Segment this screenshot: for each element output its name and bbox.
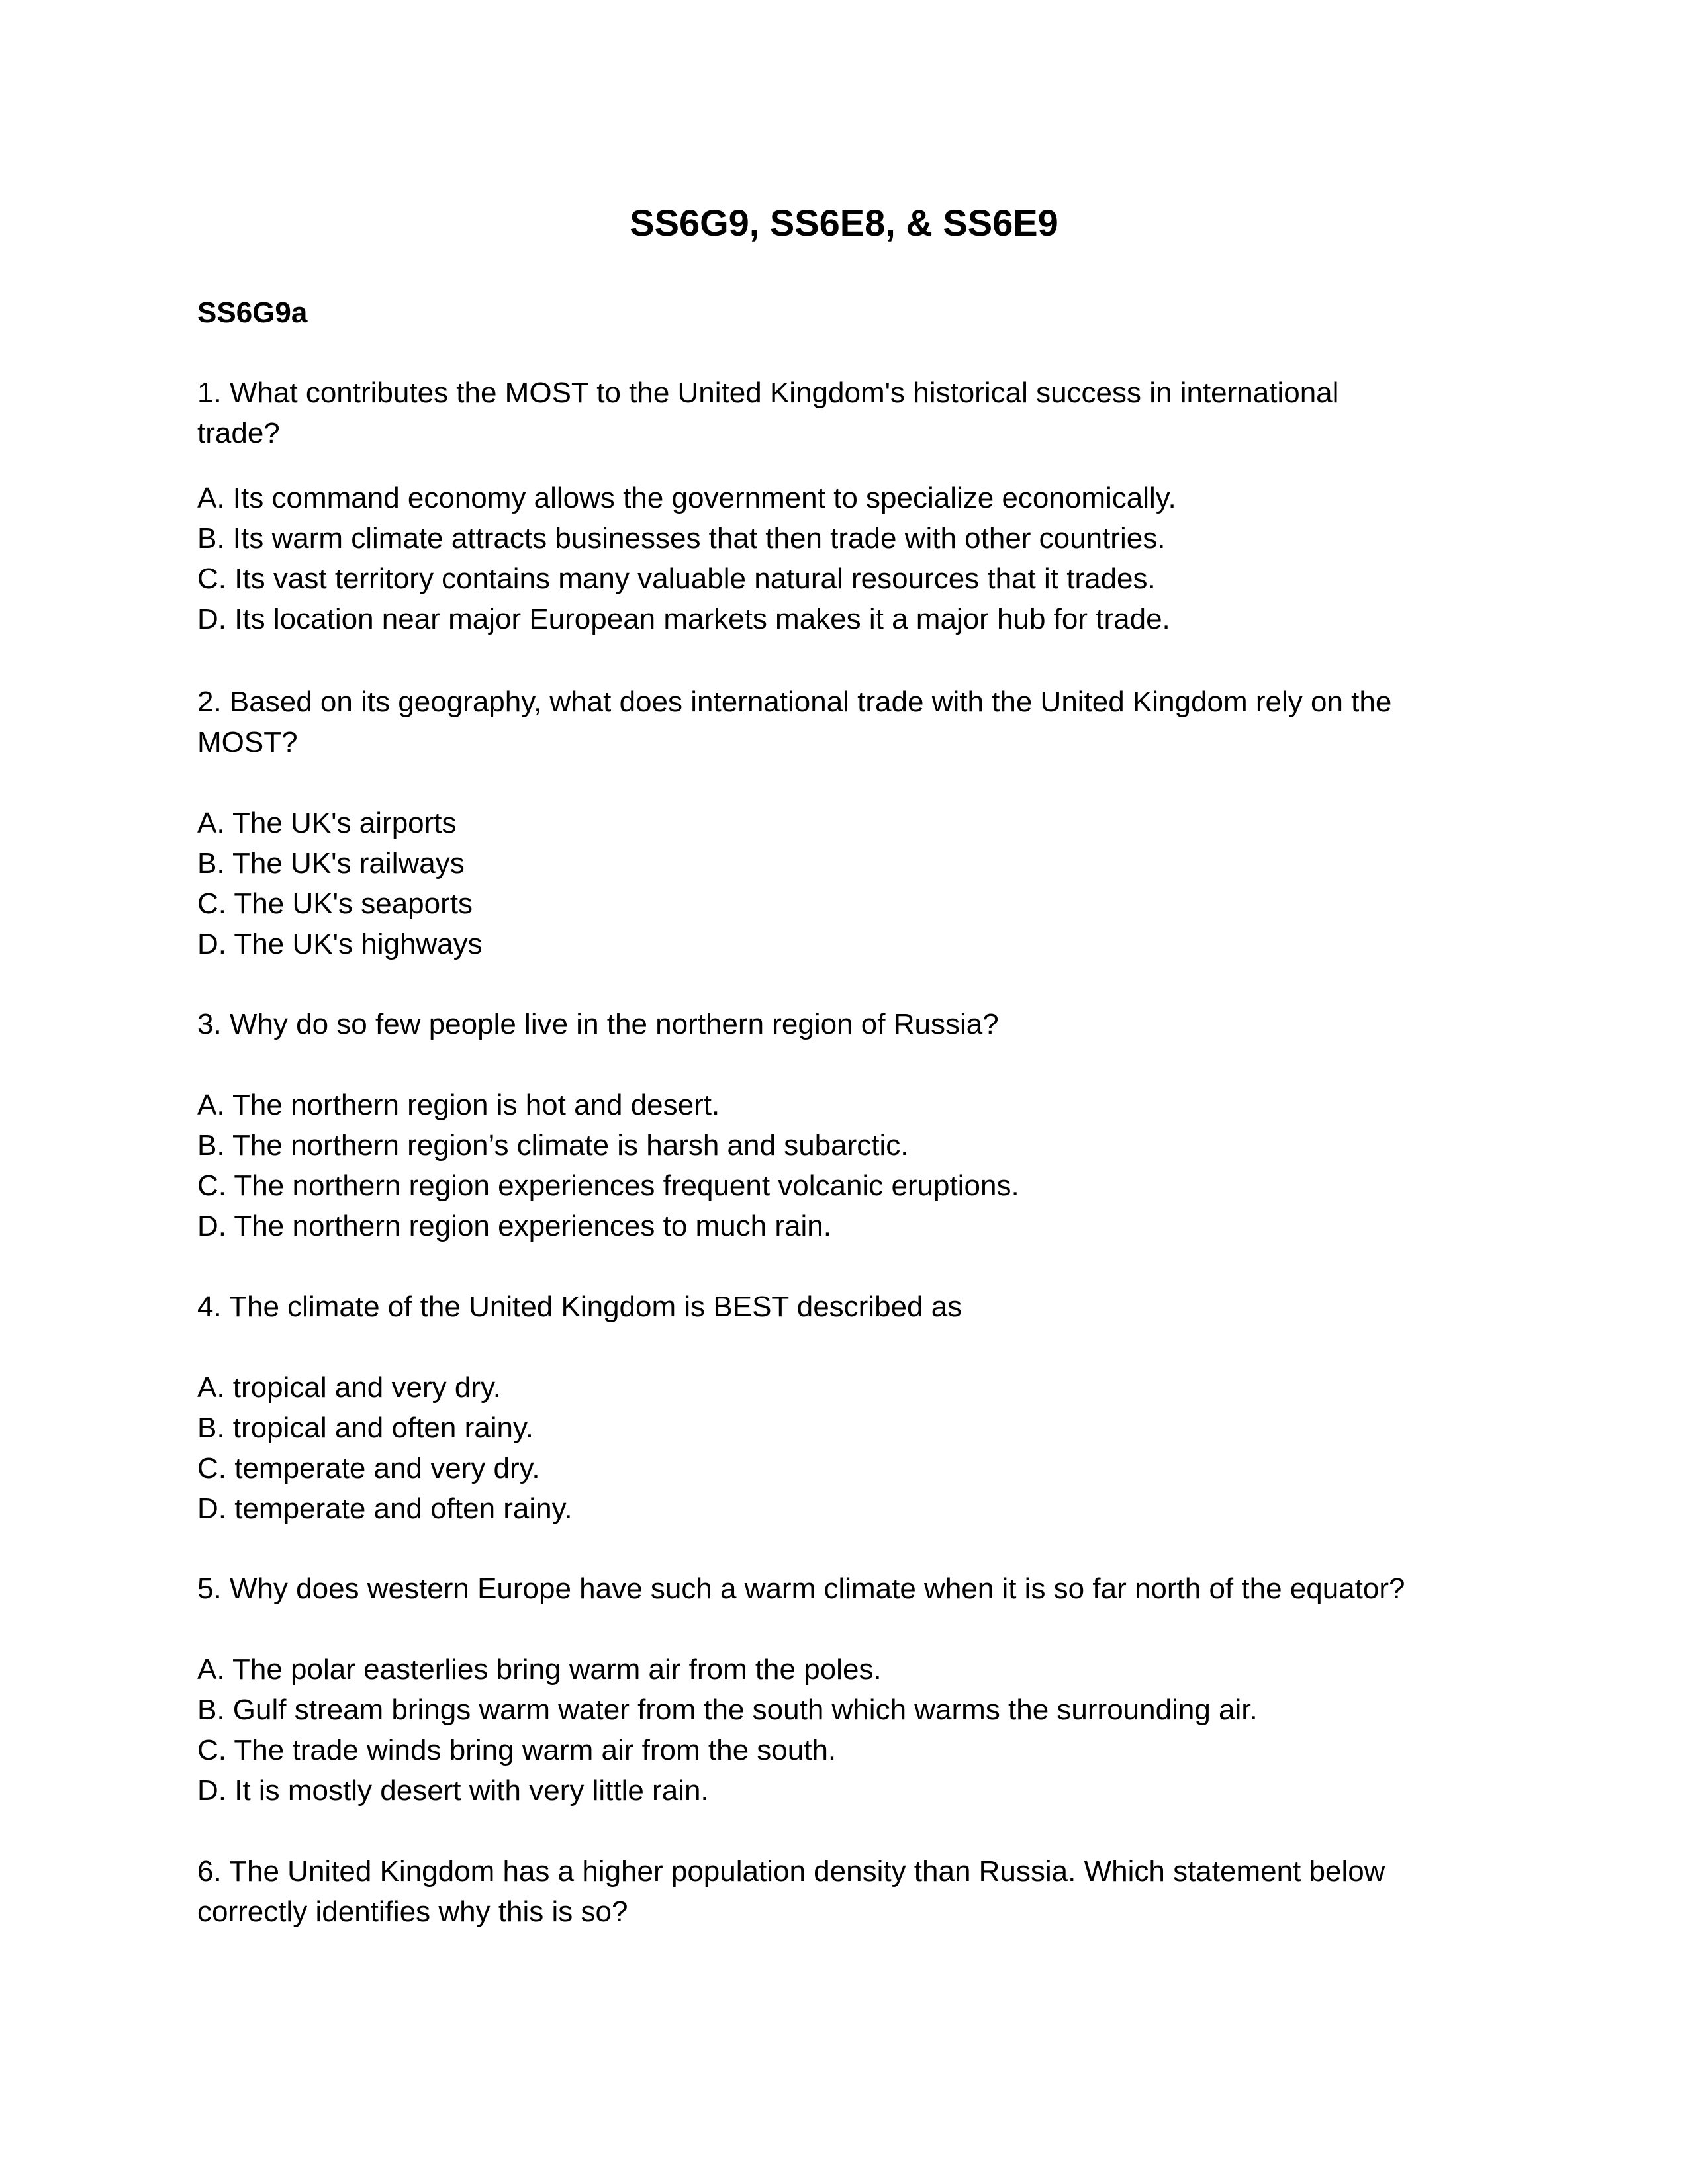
answer-options [197,478,1491,639]
answer-option-a[interactable]: A. The UK's airports [197,807,457,839]
answer-option-b[interactable]: B. The northern region’s climate is harsh and subarctic. [197,1129,909,1161]
question-text [197,1569,1491,1609]
answer-option-b[interactable]: B. Its warm climate attracts businesses that then trade with other countries. [197,522,1166,555]
question-text-line: trade? [197,417,280,449]
question-1 [197,373,1491,639]
answer-options [197,1085,1491,1246]
answer-option-d[interactable]: D. The UK's highways [197,928,483,960]
answer-option-b[interactable]: B. Gulf stream brings warm water from the south which warms the surrounding air. [197,1694,1258,1726]
answer-option-b[interactable]: B. tropical and often rainy. [197,1412,534,1444]
question-text-line: 3. Why do so few people live in the northern region of Russia? [197,1008,999,1040]
answer-option-c[interactable]: C. Its vast territory contains many valuable natural resources that it trades. [197,563,1156,595]
answer-option-a[interactable]: A. tropical and very dry. [197,1371,501,1404]
answer-option-d[interactable]: D. Its location near major European markets makes it a major hub for trade. [197,603,1170,635]
answer-option-a[interactable]: A. The northern region is hot and desert. [197,1089,720,1121]
question-text [197,373,1491,453]
answer-option-d[interactable]: D. temperate and often rainy. [197,1492,573,1525]
question-text [197,1287,1491,1327]
answer-option-a[interactable]: A. Its command economy allows the government to specialize economically. [197,482,1176,514]
question-text-line: 6. The United Kingdom has a higher population density than Russia. Which statement below [197,1855,1385,1888]
answer-option-a[interactable]: A. The polar easterlies bring warm air from the poles. [197,1653,882,1686]
question-text [197,682,1491,762]
answer-options [197,1649,1491,1811]
question-text-line: 1. What contributes the MOST to the United Kingdom's historical success in international [197,377,1339,409]
answer-options [197,803,1491,964]
question-text-line: 5. Why does western Europe have such a warm climate when it is so far north of the equator? [197,1572,1405,1605]
question-text-line: 4. The climate of the United Kingdom is BEST described as [197,1291,962,1323]
question-6 [197,1851,1491,1932]
question-3 [197,1004,1491,1246]
answer-option-c[interactable]: C. temperate and very dry. [197,1452,540,1484]
question-text [197,1004,1491,1044]
answer-option-c[interactable]: C. The trade winds bring warm air from the south. [197,1734,837,1766]
page-title: SS6G9, SS6E8, & SS6E9 [630,202,1058,244]
answer-option-d[interactable]: D. The northern region experiences to much rain. [197,1210,831,1242]
question-4 [197,1287,1491,1529]
question-text-line: 2. Based on its geography, what does international trade with the United Kingdom rely on the [197,686,1392,718]
answer-option-b[interactable]: B. The UK's railways [197,847,465,880]
question-5 [197,1569,1491,1811]
question-text-line: correctly identifies why this is so? [197,1895,628,1928]
answer-option-d[interactable]: D. It is mostly desert with very little rain. [197,1774,709,1807]
question-2 [197,682,1491,964]
answer-option-c[interactable]: C. The northern region experiences frequent volcanic eruptions. [197,1169,1019,1202]
section-heading: SS6G9a [197,296,308,329]
answer-option-c[interactable]: C. The UK's seaports [197,887,473,920]
question-text-line: MOST? [197,726,298,758]
question-text [197,1851,1491,1932]
answer-options [197,1367,1491,1529]
